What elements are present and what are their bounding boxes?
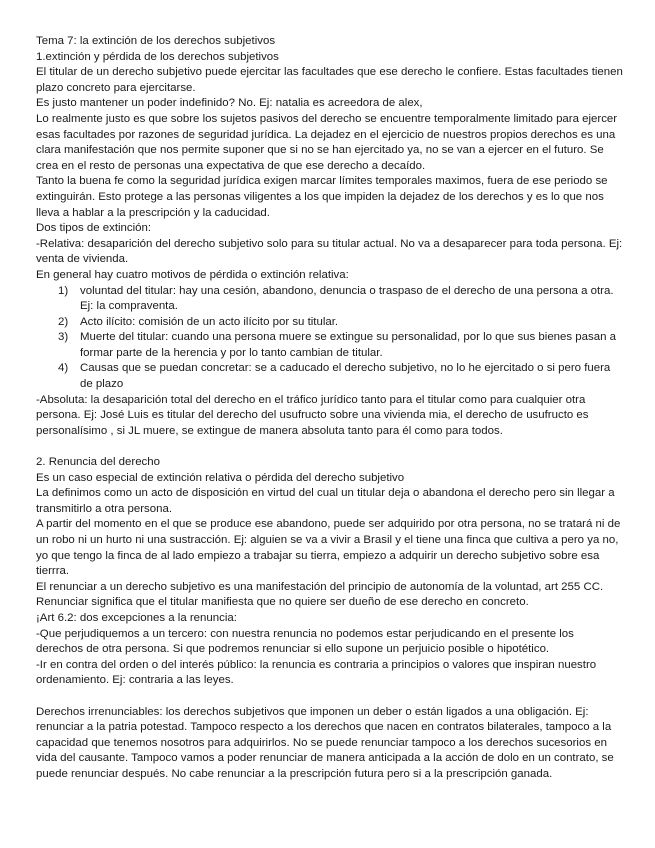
- paragraph: Es justo mantener un poder indefinido? No. Ej: natalia es acreedora de alex,: [36, 97, 423, 110]
- list-item: [36, 361, 624, 392]
- paragraph: A partir del momento en el que se produce ese abandono, puede ser adquirido por otra persona, no se tratará ni de un robo ni un hurto ni una sustracción. Ej: alguien se va a vivir a Brasil y el tiene una finca que cultiva a pero ya no, yo que tengo la finca de al lado empiezo a trabajar su tierra, empiezo a adquirir un derecho subjetivo sobre esa tierrra.: [36, 518, 621, 578]
- blank-line: [36, 689, 624, 705]
- paragraph: -Relativa: desaparición del derecho subjetivo solo para su titular actual. No va a desaparecer para toda persona. Ej: venta de vivienda.: [36, 237, 623, 266]
- list-item: [36, 315, 624, 331]
- paragraph: -Que perjudiquemos a un tercero: con nuestra renuncia no podemos estar perjudicando en el presente los derechos de otra persona. Si que podremos renunciar si ello supone un perjuicio posible o hipotético.: [36, 627, 574, 656]
- paragraph: -Absoluta: la desaparición total del derecho en el tráfico jurídico tanto para el titular como para cualquier otra persona. Ej: José Luis es titular del derecho del usufructo sobre una vivienda mia, el derecho de usufructo es personalísimo , si JL muere, se extingue de manera absoluta tanto para él como para todos.: [36, 393, 589, 437]
- doc-title: Tema 7: la extinción de los derechos subjetivos: [36, 35, 276, 47]
- list-number: 4): [58, 362, 69, 375]
- section1-heading: 1.extinción y pérdida de los derechos subjetivos: [36, 50, 279, 63]
- blank-line: [36, 439, 624, 455]
- list-item: [36, 284, 624, 315]
- list-item-text: Causas que se puedan concretar: se a caducado el derecho subjetivo, no lo he ejercitado o si pero fuera de plazo: [80, 362, 611, 391]
- paragraph: Derechos irrenunciables: los derechos subjetivos que imponen un deber o están ligados a una obligación. Ej: renunciar a la patria potestad. Tampoco respecto a los derechos que nacen en contratos bilaterales, tampoco a la capacidad que tenemos nosotros para adquirirlos. No se puede renunciar tampoco a los derechos sucesorios en vida del causante. Tampoco vamos a poder renunciar de manera anticipada a la acción de dolo en un contrato, se puede renunciar después. No cabe renunciar a la prescripción futura pero si a la prescripción ganada.: [36, 705, 614, 780]
- paragraph: La definimos como un acto de disposición en virtud del cual un titular deja o abandona el derecho pero sin llegar a transmitirlo a otra persona.: [36, 487, 615, 515]
- paragraph: Es un caso especial de extinción relativa o pérdida del derecho subjetivo: [36, 471, 405, 484]
- paragraph: Lo realmente justo es que sobre los sujetos pasivos del derecho se encuentre temporalmente limitado para ejercer esas facultades por razones de seguridad jurídica. La dejadez en el ejercicio de nuestros propios derechos es una clara manifestación que nos permite suponer que si no se han ejercitado ya, no se van a ejercer en el futuro. Se crea en el resto de personas una expectativa de que ese derecho a decaído.: [36, 112, 618, 172]
- document-page: [36, 34, 624, 783]
- list-item-text: Muerte del titular: cuando una persona muere se extingue su personalidad, por lo que sus bienes pasan a formar parte de la herencia y por lo tanto cambian de titular.: [80, 331, 617, 359]
- paragraph: -Ir en contra del orden o del interés público: la renuncia es contraria a principios o valores que inspiran nuestro ordenamiento. Ej: contraria a las leyes.: [36, 658, 597, 687]
- section2-heading: 2. Renuncia del derecho: [36, 456, 160, 469]
- list-item-text: voluntad del titular: hay una cesión, abandono, denuncia o traspaso de el derecho de una persona a otra. Ej: la compraventa.: [80, 284, 614, 313]
- paragraph: El renunciar a un derecho subjetivo es una manifestación del principio de autonomía de la voluntad, art 255 CC. Renunciar significa que el titular manifiesta que no quiere ser dueño de ese derecho en concreto.: [36, 580, 604, 609]
- paragraph: ¡Art 6.2: dos excepciones a la renuncia:: [36, 611, 237, 624]
- paragraph: El titular de un derecho subjetivo puede ejercitar las facultades que ese derecho le confiere. Estas facultades tienen plazo concreto para ejercitarse.: [36, 66, 623, 94]
- list-number: 1): [58, 284, 69, 297]
- motivos-list: [36, 284, 624, 393]
- paragraph: En general hay cuatro motivos de pérdida o extinción relativa:: [36, 268, 349, 281]
- paragraph: Tanto la buena fe como la seguridad jurídica exigen marcar límites temporales maximos, fuera de ese periodo se extinguirán. Esto protege a las personas viligentes a los que impiden la dejadez de los derechos y es lo que nos lleva a hablar a la prescripción y la caducidad.: [36, 175, 608, 219]
- list-number: 3): [58, 331, 69, 344]
- list-item-text: Acto ilícito: comisión de un acto ilícito por su titular.: [80, 315, 339, 328]
- list-item: [36, 330, 624, 361]
- paragraph: Dos tipos de extinción:: [36, 222, 152, 235]
- list-number: 2): [58, 315, 69, 328]
